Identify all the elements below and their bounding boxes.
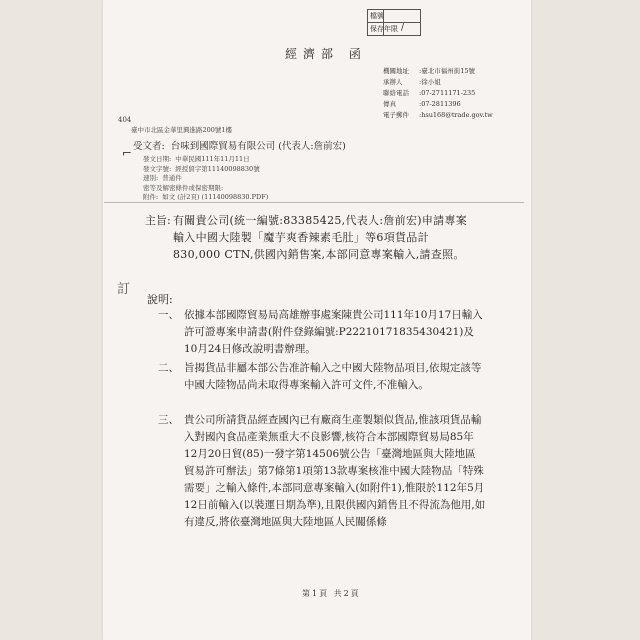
explanation-heading: 說明: (147, 293, 173, 306)
contact-key: 承辦人 (383, 78, 403, 86)
subject-text: 有關貴公司(統一編號:83385425,代表人:詹前宏)申請專案輸入中國大陸製「魔芋爽香辣素毛肚」等6項貨品計830,000 CTN,供國內銷售案,本部同意專案輸入,請查照。 (173, 214, 468, 261)
meta-value: 中華民國111年11月11日 (175, 155, 250, 163)
receiver-value: 台味到國際貿易有限公司 (代表人:詹前宏) (170, 141, 346, 152)
subject-heading: 主旨: (145, 214, 171, 227)
meta-line (143, 155, 268, 165)
postal-code: 404 (118, 116, 132, 124)
item-number: 二、 (158, 362, 179, 374)
contact-value: 臺北市福州街15號 (421, 67, 475, 75)
document-title: 經濟部 函 (285, 47, 367, 61)
archive-slash: / (401, 23, 405, 33)
contact-line: 承辦人 :徐小姐 (383, 78, 441, 86)
contact-line: 聯絡電話 :07-2711171-235 (383, 89, 476, 97)
meta-key: 速別: (143, 174, 159, 182)
meta-key: 附件: (143, 193, 159, 201)
meta-value: 經授貿字第11140098830號 (175, 164, 260, 173)
item-number: 三、 (158, 414, 179, 426)
explanation-item (158, 360, 486, 394)
receiver-line (133, 138, 346, 152)
background-right (531, 0, 640, 640)
receiver-label: 受文者: (133, 141, 165, 152)
meta-block (143, 155, 268, 203)
item-text: 依據本部國際貿易局高雄辦事處案陳貴公司111年10月17日輸入許可證專案申請書(附件登錄編號:P22210171835430421)及10月24日修改說明書辦理。 (184, 309, 483, 355)
archive-divider (383, 10, 384, 35)
contact-line: 電子郵件 :hsu168@trade.gov.tw (383, 111, 493, 119)
contact-value: 徐小姐 (421, 78, 441, 86)
meta-line (143, 184, 268, 194)
contact-key: 機關地址 (383, 67, 409, 75)
item-text: 旨揭貨品非屬本部公告准許輸入之中國大陸物品項目,依規定該等中國大陸物品尚未取得專案輸入許可文件,不准輸入。 (184, 362, 482, 391)
meta-key: 發文字號: (143, 164, 172, 173)
contact-key: 傳真 (383, 100, 396, 108)
archive-stamp-box (367, 9, 421, 36)
meta-key: 密等及解密條件或保密期限: (143, 183, 224, 192)
contact-line: 傳真 :07-2811396 (383, 100, 461, 108)
meta-value: 如文 (計2頁) (11140098830.PDF) (162, 193, 269, 201)
contact-value: 07-2811396 (421, 100, 461, 108)
meta-key: 發文日期: (143, 155, 172, 163)
contact-key: 聯絡電話 (383, 89, 409, 97)
meta-value: 普通件 (162, 174, 182, 182)
archive-label-1: 檔號 (368, 10, 420, 23)
contact-block (383, 66, 493, 121)
binding-mark-ding: 訂 (117, 282, 131, 297)
meta-line (143, 174, 268, 184)
background-left (0, 0, 104, 640)
subject-block (145, 212, 475, 263)
archive-label-2: 保存年限 (368, 23, 420, 36)
binding-hole-mark: ⌐ (122, 146, 133, 160)
contact-value: 07-2711171-235 (421, 89, 476, 97)
meta-line (143, 165, 268, 175)
page-number: 第1頁 共2頁 (302, 589, 361, 598)
contact-line: 機關地址 :臺北市福州街15號 (383, 67, 475, 75)
explanation-item (158, 412, 486, 531)
recipient-address: 臺中市北區金華里興進路200號1樓 (131, 126, 233, 134)
item-number: 一、 (158, 309, 179, 321)
contact-value: hsu168@trade.gov.tw (421, 111, 493, 119)
explanation-item (158, 307, 486, 358)
contact-key: 電子郵件 (383, 111, 409, 119)
separator-line (104, 202, 524, 203)
item-text: 貴公司所請貨品經查國內已有廠商生產製類似貨品,惟該項貨品輸入對國內食品產業無重大不良影響,核符合本部國際貿易局85年12月20日貿(85)一發字第14506號公告「臺灣地區與大陸地區貿易許可辦法」第7條第1項第13款專案核准中國大陸物品「特殊需要」之輸入條件,本部同意專案輸入(如附件1),惟限於112年5月12日前輸入(以裝運日期為準),且限供國內銷售且不得流為他用,如有違反,將依臺灣地區與大陸地區人民關係條 (184, 414, 486, 528)
